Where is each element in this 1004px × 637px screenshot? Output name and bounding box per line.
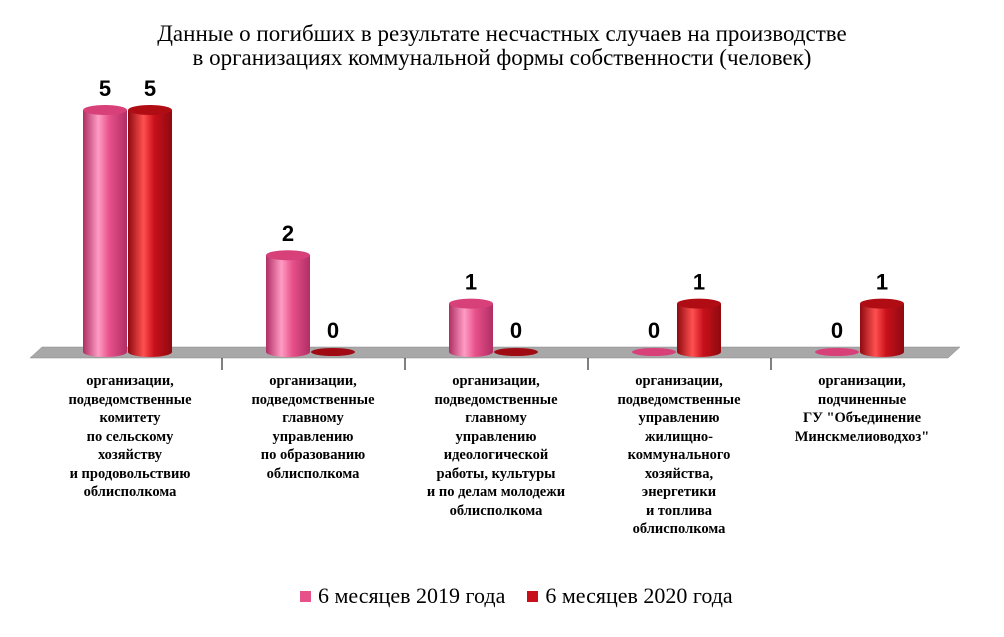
legend-swatch [300,591,311,602]
category-label-line: по образованию [260,447,366,463]
bar [128,105,172,357]
bar [677,299,721,357]
bar [83,105,127,357]
legend-swatch [527,591,538,602]
legend [300,583,755,609]
category-label-line: и по делам молодежи [426,484,566,500]
category-label-line: и продовольствию [69,465,191,482]
category-label-line: подведомственные [251,391,375,408]
category-label-line: хозяйству [97,447,163,463]
data-label: 0 [326,318,340,343]
category-label-line: управлению [638,410,720,426]
category-label-line: по сельскому [86,428,174,445]
category-label-line: коммунального [627,447,731,463]
category-label-line: подведомственные [434,391,558,408]
category-label-line: управлению [455,428,537,445]
data-label: 0 [830,318,844,343]
legend-label: 6 месяцев 2019 года [318,583,506,608]
category-label-line: подведомственные [617,391,741,408]
category-label-line: организации, [818,373,906,389]
bar-body [128,110,172,357]
bar-zero [815,348,859,356]
chart-title-line: в организациях коммунальной формы собственности (человек) [192,45,812,70]
category-label-line: ГУ "Объединение [802,410,922,426]
bar-top [677,299,721,309]
bar-top [449,299,493,309]
bar-body [83,110,127,357]
category-label-line: подведомственные [68,391,192,408]
bar-zero [311,348,355,356]
data-label: 1 [692,269,706,295]
category-label-line: жилищно- [644,428,714,445]
bar-top [860,299,904,309]
bar-top [128,105,172,115]
category-label-line: организации, [635,373,723,389]
data-label: 1 [875,269,889,295]
bar [266,250,310,357]
category-label-line: организации, [269,373,357,389]
category-label-line: главному [282,410,344,426]
bar [860,299,904,357]
category-label-line: главному [465,410,527,426]
bar-body [266,255,310,357]
category-label [42,372,218,502]
bar [311,348,355,356]
category-label [591,372,767,539]
data-label: 0 [647,318,661,343]
category-label [225,372,401,483]
category-label-line: облисполкома [266,465,360,482]
category-label-line: работы, культуры [436,465,556,482]
data-label: 5 [98,76,112,101]
legend-label: 6 месяцев 2020 года [545,583,733,608]
category-label-line: подчиненные [817,391,907,408]
bar-top [266,250,310,260]
category-label [408,372,584,520]
category-label-line: организации, [86,373,174,389]
data-label: 5 [143,76,157,101]
category-label-line: управлению [272,428,354,445]
legend-item [300,583,505,609]
chart-title-line: Данные о погибших в результате несчастных случаев на производстве [157,21,847,46]
category-label-line: облисполкома [83,484,177,500]
legend-item [527,583,732,609]
bar-top [83,105,127,115]
data-label: 2 [281,221,295,247]
bar [632,348,676,356]
category-label-line: и топлива [645,502,713,519]
bar [815,348,859,356]
data-label: 0 [509,318,523,343]
category-label-line: комитету [99,410,161,426]
category-label-line: энергетики [641,484,717,500]
category-label-line: организации, [452,373,540,389]
category-label-line: идеологической [443,447,549,463]
bar [449,299,493,357]
category-label-line: облисполкома [449,502,543,519]
bar [494,348,538,356]
category-label-line: Минскмелиоводхоз" [794,428,930,445]
data-label: 1 [464,269,478,295]
bar-body [860,304,904,357]
bar-body [677,304,721,357]
category-label-line: облисполкома [632,521,726,537]
category-label-line: хозяйства, [644,465,714,482]
bar-body [449,304,493,357]
bar-zero [494,348,538,356]
category-label [774,372,950,446]
bar-zero [632,348,676,356]
